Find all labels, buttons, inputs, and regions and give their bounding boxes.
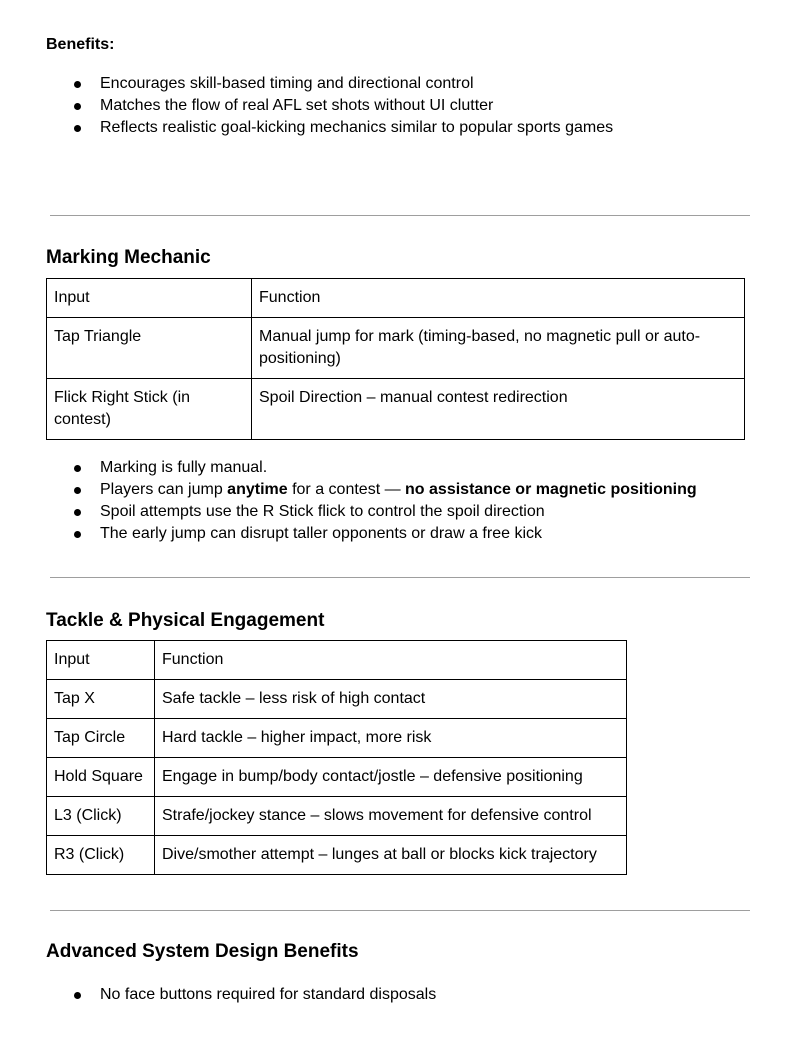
list-item: The early jump can disrupt taller opponents or draw a free kick [0,523,697,545]
list-item: No face buttons required for standard disposals [0,984,436,1006]
bullet-icon [74,992,81,999]
table-row [47,758,627,797]
list-item: Encourages skill-based timing and directional control [0,73,613,95]
table-row [47,797,627,836]
table-cell: Hold Square [47,758,155,797]
table-header-row [47,279,745,318]
section-divider [50,215,750,216]
table-cell: Engage in bump/body contact/jostle – defensive positioning [155,758,627,797]
bullet-icon [74,81,81,88]
tackle-heading: Tackle & Physical Engagement [46,610,325,631]
table-cell: Manual jump for mark (timing-based, no magnetic pull or auto-positioning) [252,318,745,379]
marking-table [46,278,745,440]
table-row [47,680,627,719]
advanced-list [0,984,436,1006]
table-cell: Tap X [47,680,155,719]
table-row [47,719,627,758]
bullet-icon [74,465,81,472]
list-item: Reflects realistic goal-kicking mechanics similar to popular sports games [0,117,613,139]
table-header-cell: Input [47,641,155,680]
table-header-row [47,641,627,680]
table-header-cell: Function [155,641,627,680]
table-row [47,379,745,440]
list-item: Players can jump anytime for a contest — no assistance or magnetic positioning [0,479,697,501]
bullet-icon [74,531,81,538]
table-cell: Safe tackle – less risk of high contact [155,680,627,719]
marking-heading: Marking Mechanic [46,247,211,268]
section-divider [50,910,750,911]
bullet-icon [74,103,81,110]
emphasis-text: no assistance or magnetic positioning [405,481,697,498]
benefits-list [0,73,613,139]
tackle-table [46,640,627,875]
benefits-label: Benefits: [46,36,115,53]
list-item: Spoil attempts use the R Stick flick to control the spoil direction [0,501,697,523]
bullet-icon [74,509,81,516]
table-cell: L3 (Click) [47,797,155,836]
table-row [47,836,627,875]
list-item: Matches the flow of real AFL set shots without UI clutter [0,95,613,117]
emphasis-text: anytime [227,481,288,498]
table-cell: Flick Right Stick (in contest) [47,379,252,440]
table-cell: Tap Circle [47,719,155,758]
table-row [47,318,745,379]
table-header-cell: Input [47,279,252,318]
bullet-icon [74,125,81,132]
marking-notes-list [0,457,697,545]
table-cell: Tap Triangle [47,318,252,379]
bullet-icon [74,487,81,494]
table-cell: Dive/smother attempt – lunges at ball or blocks kick trajectory [155,836,627,875]
section-divider [50,577,750,578]
table-cell: Strafe/jockey stance – slows movement for defensive control [155,797,627,836]
table-cell: Hard tackle – higher impact, more risk [155,719,627,758]
advanced-heading: Advanced System Design Benefits [46,941,359,962]
table-cell: R3 (Click) [47,836,155,875]
table-cell: Spoil Direction – manual contest redirection [252,379,745,440]
list-item: Marking is fully manual. [0,457,697,479]
table-header-cell: Function [252,279,745,318]
